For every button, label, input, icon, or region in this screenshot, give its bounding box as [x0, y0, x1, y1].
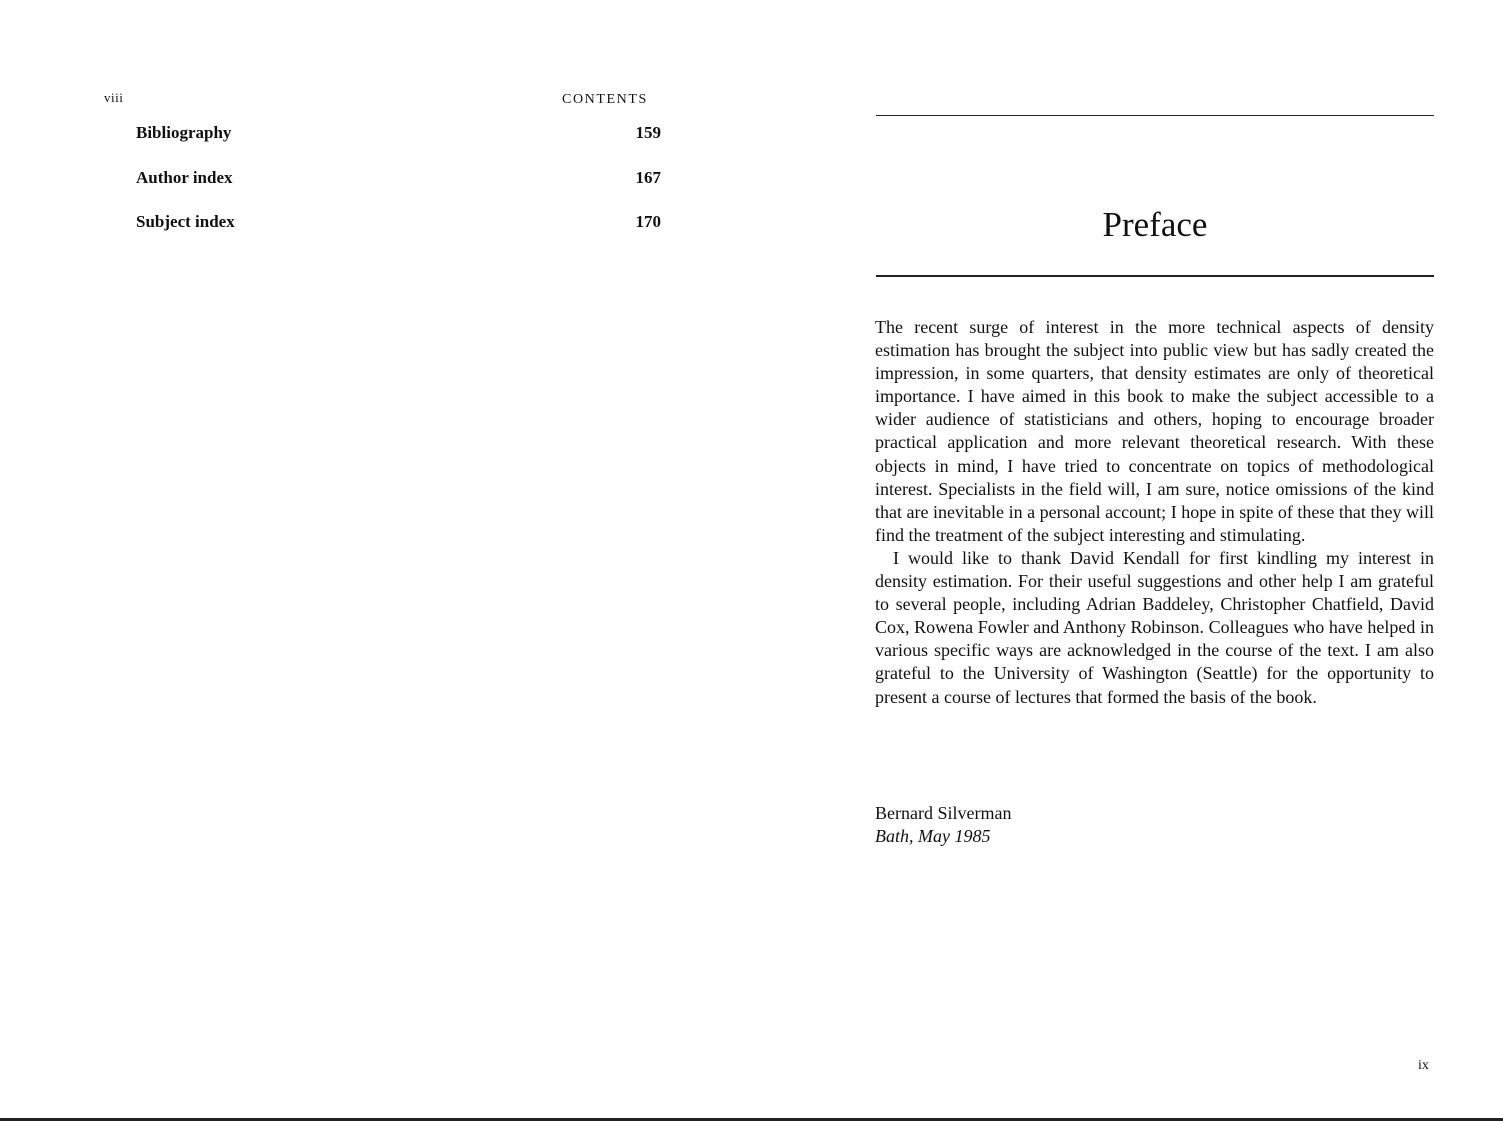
author-name: Bernard Silverman: [875, 803, 1012, 823]
running-head: CONTENTS: [562, 92, 648, 107]
right-page: [760, 0, 1503, 1121]
signature-block: [875, 802, 1011, 848]
toc-entry-title: Author index: [136, 168, 233, 187]
paragraph: I would like to thank David Kendall for first kindling my interest in density estimation. For their useful suggestions and other help I am grateful to several people, including Adrian Baddeley, Christopher Chatfield, David Cox, Rowena Fowler and Anthony Robinson. Colleagues who have helped in various specific ways are acknowledged in the course of the text. I am also grateful to the University of Washington (Seattle) for the opportunity to present a course of lectures that formed the basis of the book.: [875, 547, 1434, 707]
chapter-title: Preface: [1102, 205, 1208, 244]
top-rule: [876, 115, 1434, 116]
toc-entry-author-index: [0, 168, 760, 192]
toc-entry-subject-index: [0, 212, 760, 236]
toc-entry-title: Bibliography: [136, 123, 232, 142]
toc-entry-title: Subject index: [136, 212, 235, 231]
toc-entry-page: 159: [635, 123, 661, 142]
place-date: Bath, May 1985: [875, 826, 991, 846]
preface-body: [875, 316, 1434, 709]
bottom-rule: [876, 275, 1434, 277]
toc-entry-page: 167: [635, 168, 661, 187]
page-number-right: ix: [1418, 1058, 1429, 1073]
page-number-left: viii: [104, 90, 124, 105]
paragraph: The recent surge of interest in the more technical aspects of density estimation has brought the subject into public view but has sadly created the impression, in some quarters, that density estimates are only of theoretical importance. I have aimed in this book to make the subject accessible to a wider audience of statisticians and others, hoping to encourage broader practical application and more relevant theoretical research. With these objects in mind, I have tried to concentrate on topics of methodological interest. Specialists in the field will, I am sure, notice omissions of the kind that are inevitable in a personal account; I hope in spite of these that they will find the treatment of the subject interesting and stimulating.: [875, 317, 1434, 545]
toc-entry-page: 170: [635, 212, 661, 231]
toc-entry-bibliography: [0, 123, 760, 147]
